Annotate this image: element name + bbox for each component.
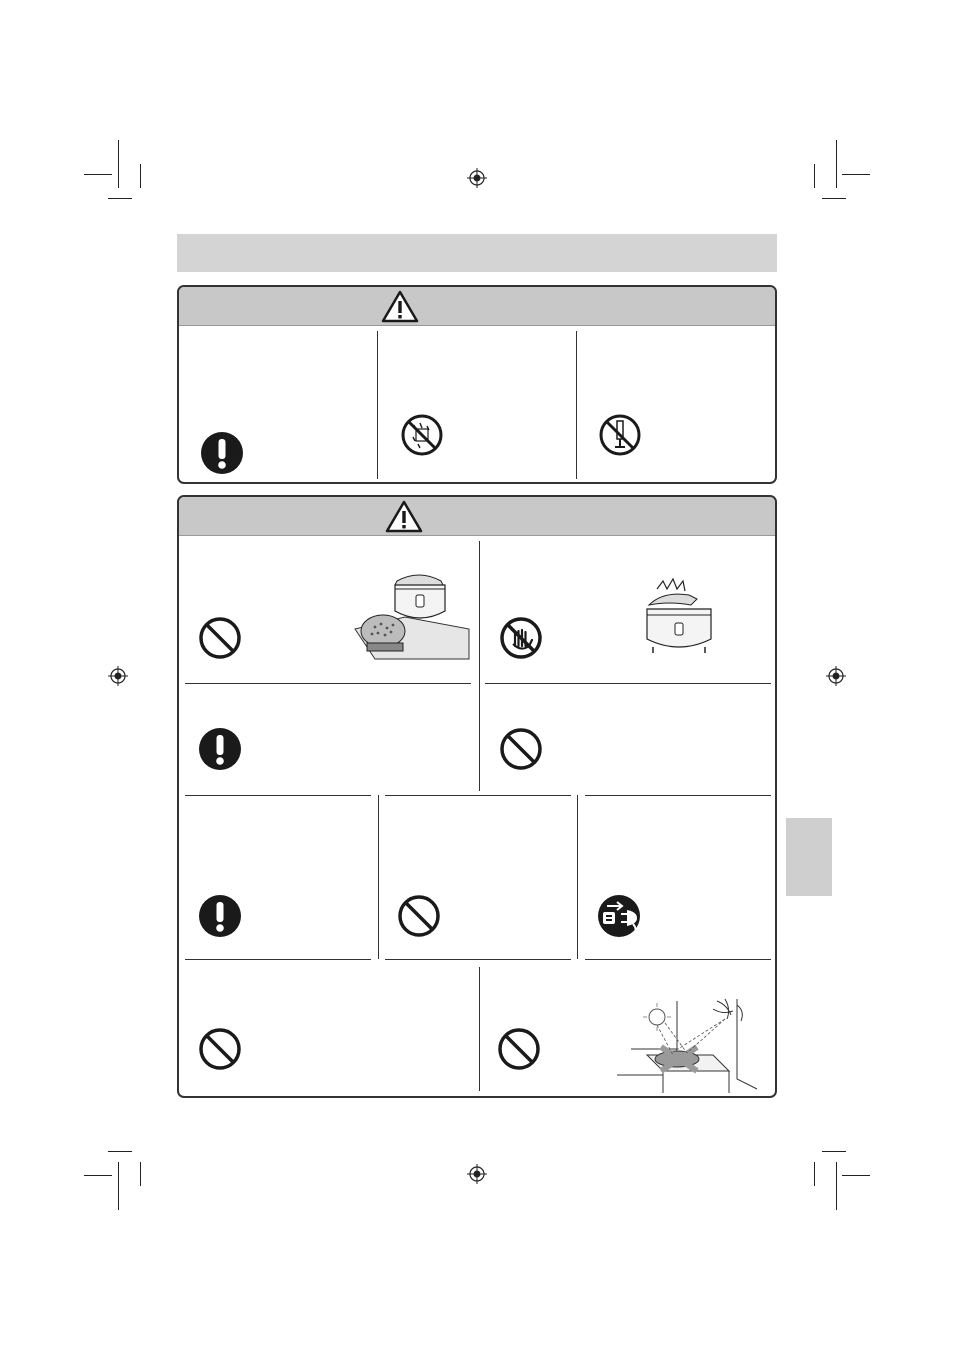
prohibited-icon: [497, 1027, 541, 1071]
section-side-tab: [786, 818, 832, 896]
prohibited-icon: [397, 894, 441, 938]
crop-mark: [814, 1162, 815, 1186]
crop-mark: [84, 174, 112, 175]
caution-panel-header: [179, 497, 775, 536]
no-touch-icon: [499, 616, 543, 660]
crop-mark: [822, 198, 846, 199]
crop-mark: [108, 198, 132, 199]
sunlight-placement-illustration: [617, 995, 767, 1095]
registration-mark-icon: [826, 666, 846, 686]
warning-panel: [177, 285, 777, 484]
crop-mark: [118, 140, 119, 188]
column-divider: [378, 795, 379, 959]
crop-mark: [118, 1162, 119, 1210]
crop-mark: [836, 140, 837, 188]
crop-mark: [108, 1151, 132, 1152]
warning-triangle-icon: [381, 290, 419, 323]
caution-panel: [177, 495, 777, 1098]
crop-mark: [140, 1162, 141, 1186]
registration-mark-icon: [108, 666, 128, 686]
no-water-icon: [400, 413, 444, 457]
column-divider: [479, 541, 480, 791]
column-divider: [377, 331, 378, 479]
row-divider: [585, 959, 771, 960]
section-header-bar: [177, 234, 777, 272]
column-divider: [576, 331, 577, 479]
warning-panel-header: [179, 287, 775, 326]
crop-mark: [822, 1151, 846, 1152]
mandatory-icon: [200, 431, 244, 475]
registration-mark-icon: [467, 1164, 487, 1184]
crop-mark: [836, 1162, 837, 1210]
warning-triangle-icon: [385, 500, 423, 533]
prohibited-icon: [198, 1027, 242, 1071]
prohibited-icon: [198, 616, 242, 660]
registration-mark-icon: [467, 168, 487, 188]
row-divider: [385, 795, 571, 796]
row-divider: [385, 959, 571, 960]
row-divider: [485, 683, 771, 684]
row-divider: [185, 683, 471, 684]
column-divider: [577, 795, 578, 959]
crop-mark: [842, 1175, 870, 1176]
column-divider: [479, 967, 480, 1091]
unplug-icon: [597, 894, 643, 938]
row-divider: [185, 795, 371, 796]
mandatory-icon: [198, 894, 242, 938]
row-divider: [185, 959, 371, 960]
crop-mark: [140, 164, 141, 188]
no-disassemble-icon: [598, 413, 642, 457]
mandatory-icon: [198, 727, 242, 771]
row-divider: [585, 795, 771, 796]
prohibited-icon: [499, 727, 543, 771]
crop-mark: [842, 174, 870, 175]
crop-mark: [84, 1175, 112, 1176]
rice-cooker-stove-illustration: [345, 569, 471, 661]
crop-mark: [814, 164, 815, 188]
rice-cooker-steam-hand-illustration: [639, 575, 719, 667]
